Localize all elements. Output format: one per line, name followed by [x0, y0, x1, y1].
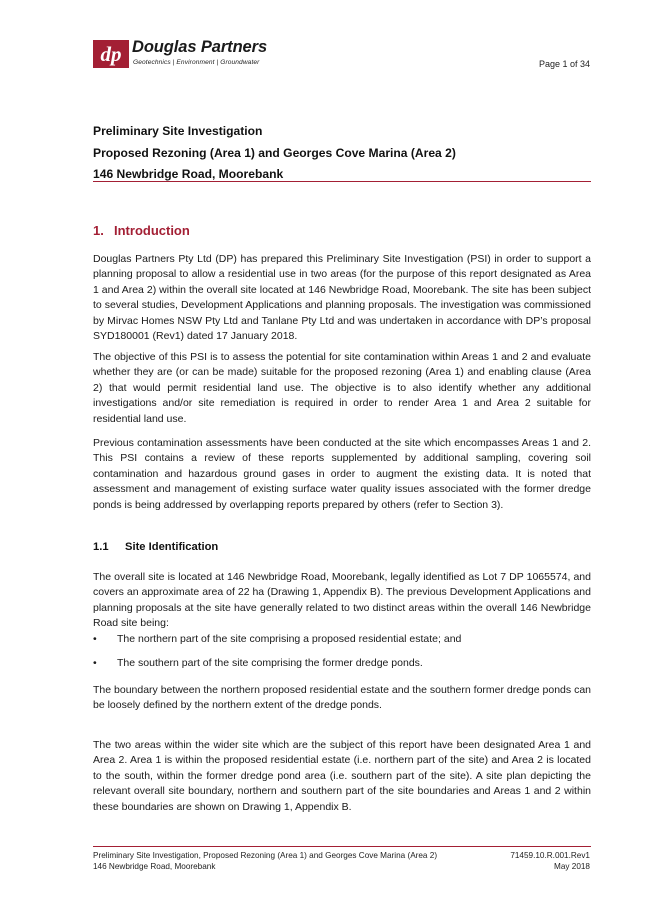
- title-line-1: Preliminary Site Investigation: [93, 124, 263, 138]
- bullet-icon: •: [93, 657, 97, 670]
- section-1-1-heading: [93, 541, 218, 553]
- footer-report-number: 71459.10.R.001.Rev1: [510, 851, 590, 860]
- logo-monogram: dp: [100, 42, 122, 66]
- list-item: [93, 656, 591, 671]
- company-name: Douglas Partners: [132, 38, 268, 56]
- section-1-1-number: 1.1: [93, 541, 109, 553]
- title-line-3: 146 Newbridge Road, Moorebank: [93, 167, 284, 181]
- section-1-heading: [93, 223, 190, 238]
- footer-reference: [510, 850, 590, 872]
- site-parts-list: [93, 632, 591, 681]
- footer-date: May 2018: [554, 862, 590, 871]
- section-1-title: Introduction: [114, 223, 190, 238]
- intro-paragraph-2: The objective of this PSI is to assess the potential for site contamination within Areas 1 and 2 and evaluate whether they are (or can be made) suitable for the proposed rezoning (Area 1) and enabling clause (Area 2) that would permit residential land use. The objective is to also identify whether any additional investigations and/or site remediation is required in order to render Area 1 and Area 2 suitable for residential land use.: [93, 351, 591, 425]
- list-item-text: The southern part of the site comprising the former dredge ponds.: [117, 657, 423, 670]
- section-1-1-title: Site Identification: [125, 541, 219, 553]
- intro-paragraph-3: Previous contamination assessments have been conducted at the site which encompasses Areas 1 and 2. This PSI contains a review of these reports supplemented by additional sampling, covering soil contamination and hazardous ground gases in order to augment the existing data. It is noted that assessment and management of existing surface water quality issues associated with the former dredge ponds is being addressed by overlapping reports prepared by others (refer to Section 3).: [93, 437, 591, 511]
- bullet-icon: •: [93, 633, 97, 645]
- company-tagline: Geotechnics | Environment | Groundwater: [133, 59, 260, 66]
- title-divider: [93, 181, 591, 182]
- site-identification-paragraph: The overall site is located at 146 Newbridge Road, Moorebank, legally identified as Lot 7 DP 1065574, and covers an approximate area of 22 ha (Drawing 1, Appendix B). The previous Development Applications and planning proposals at the site have generally related to two distinct areas within the overall 146 Newbridge Road site being:: [93, 571, 591, 630]
- footer-title-line-2: 146 Newbridge Road, Moorebank: [93, 862, 216, 871]
- douglas-partners-logo-icon: [93, 40, 129, 68]
- section-1-number: 1.: [93, 223, 104, 238]
- intro-paragraph-1: Douglas Partners Pty Ltd (DP) has prepared this Preliminary Site Investigation (PSI) in order to support a planning proposal to allow a residential use in two areas (for the purpose of this report designated as Area 1 and Area 2) within the overall site located at 146 Newbridge Road, Moorebank. The site has been subject to several studies, Development Applications and planning proposals. The investigation was commissioned by Mirvac Homes NSW Pty Ltd and Tanlane Pty Ltd and was undertaken in accordance with DP’s proposal SYD180001 (Rev1) dated 17 January 2018.: [93, 253, 591, 343]
- list-item: [93, 632, 591, 647]
- page-number: Page 1 of 34: [538, 59, 590, 69]
- title-line-2: Proposed Rezoning (Area 1) and Georges Cove Marina (Area 2): [93, 145, 456, 160]
- list-item-text: The northern part of the site comprising a proposed residential estate; and: [117, 633, 462, 645]
- document-title: [93, 121, 591, 186]
- footer-document-title: [93, 850, 437, 872]
- boundary-paragraph: The boundary between the northern proposed residential estate and the southern former dredge ponds can be loosely defined by the northern extent of the dredge ponds.: [93, 684, 591, 712]
- areas-paragraph: The two areas within the wider site which are the subject of this report have been designated Area 1 and Area 2. Area 1 is within the proposed residential estate (i.e. northern part of the site) and Area 2 is located to the south, within the former dredge pond area (i.e. southern part of the site). A site plan depicting the relevant overall site boundary, northern and southern part of the site boundaries and Areas 1 and 2 within these boundaries are shown on Drawing 1, Appendix B.: [93, 739, 591, 813]
- footer-divider: [93, 846, 591, 847]
- company-logo: [93, 40, 303, 70]
- footer-title-line-1: Preliminary Site Investigation, Proposed Rezoning (Area 1) and Georges Cove Marina (Area 2): [93, 851, 438, 860]
